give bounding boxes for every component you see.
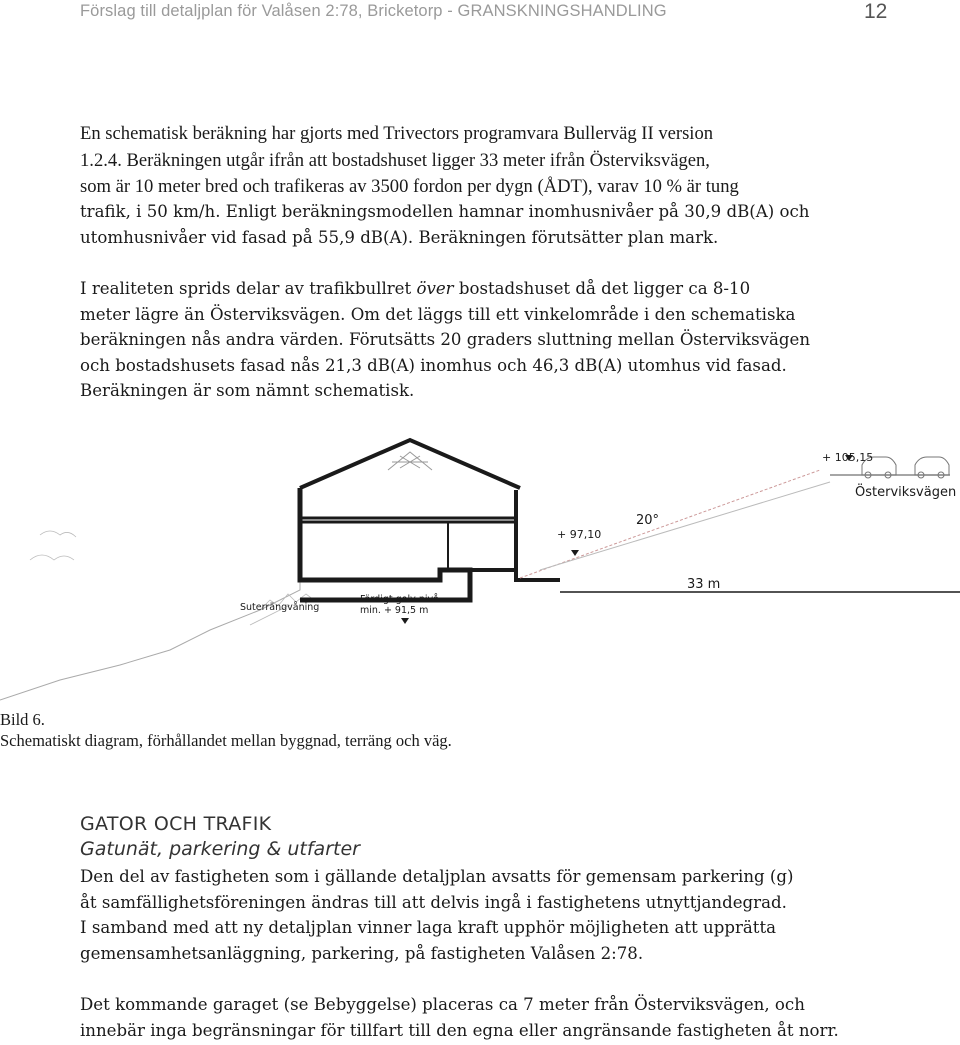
page-number: 12	[864, 0, 888, 23]
text-line	[80, 276, 900, 302]
road-level-label: + 105,15	[822, 451, 874, 464]
text-line: beräkningen nås andra värden. Förutsätts 20 graders sluttning mellan Österviksvägen	[80, 330, 811, 350]
page-header-title: Förslag till detaljplan för Valåsen 2:78, Bricketorp - GRANSKNINGSHANDLING	[80, 2, 667, 20]
figure-caption: Schematiskt diagram, förhållandet mellan byggnad, terräng och väg.	[0, 731, 452, 750]
text-line: åt samfällighetsföreningen ändras till att delvis ingå i fastighetens utnyttjandegrad.	[80, 892, 787, 912]
text-segment: I realiteten sprids delar av trafikbullret	[80, 279, 417, 298]
text-line: gemensamhetsanläggning, parkering, på fastigheten Valåsen 2:78.	[80, 943, 644, 963]
basement-label: Suterrängvåning	[240, 602, 320, 613]
figure-label: Bild 6.	[0, 710, 45, 729]
section-subheading: Gatunät, parkering & utfarter	[80, 838, 360, 860]
slope-line	[520, 470, 820, 578]
road-name-label: Österviksvägen	[855, 485, 957, 500]
paragraph-garage	[80, 992, 900, 1043]
slope-ground	[540, 482, 830, 570]
floor-label: Färdigt golv-nivå	[360, 594, 439, 605]
ground-level-label: + 97,10	[557, 528, 602, 541]
text-line: 1.2.4. Beräkningen utgår ifrån att bostadshuset ligger 33 meter ifrån Österviksvägen,	[80, 149, 710, 171]
car-icon	[915, 457, 949, 478]
text-line: trafik, i 50 km/h. Enligt beräkningsmodellen hamnar inomhusnivåer på 30,9 dB(A) och	[80, 202, 810, 221]
text-line: och bostadshusets fasad nås 21,3 dB(A) inomhus och 46,3 dB(A) utomhus vid fasad.	[80, 355, 787, 375]
roof-truss	[388, 452, 432, 470]
text-line: Beräkningen är som nämnt schematisk.	[80, 381, 415, 401]
house-section	[300, 440, 560, 600]
text-line: En schematisk beräkning har gjorts med Trivectors programvara Bullerväg II version	[80, 123, 714, 144]
paragraph-calculation-cont	[80, 199, 900, 251]
text-line: Den del av fastigheten som i gällande detaljplan avsatts för gemensam parkering (g)	[80, 867, 794, 886]
paragraph-calculation	[80, 121, 900, 201]
italic-word: över	[416, 279, 454, 298]
section-diagram	[0, 430, 960, 710]
paragraph-reality	[80, 276, 900, 404]
angle-label: 20°	[636, 513, 660, 528]
floor-level-label: min. + 91,5 m	[360, 605, 429, 616]
level-marker-icon	[401, 618, 409, 624]
section-heading: GATOR OCH TRAFIK	[80, 813, 272, 835]
level-marker-icon	[571, 550, 579, 556]
text-line: innebär inga begränsningar för tillfart till den egna eller angränsande fastigheten åt norr.	[80, 1020, 839, 1040]
paragraph-parking	[80, 864, 900, 966]
text-line: meter lägre än Österviksvägen. Om det läggs till ett vinkelområde i den schematiska	[80, 304, 796, 324]
distance-label: 33 m	[687, 577, 721, 592]
text-line: utomhusnivåer vid fasad på 55,9 dB(A). Beräkningen förutsätter plan mark.	[80, 227, 719, 247]
text-line: som är 10 meter bred och trafikeras av 3500 fordon per dygn (ÅDT), varav 10 % är tung	[80, 176, 739, 197]
text-line: I samband med att ny detaljplan vinner laga kraft upphör möjligheten att upprätta	[80, 918, 777, 938]
text-segment: bostadshuset då det ligger ca 8-10	[453, 279, 751, 298]
text-line: Det kommande garaget (se Bebyggelse) placeras ca 7 meter från Österviksvägen, och	[80, 995, 805, 1014]
terrain-line	[0, 570, 300, 700]
